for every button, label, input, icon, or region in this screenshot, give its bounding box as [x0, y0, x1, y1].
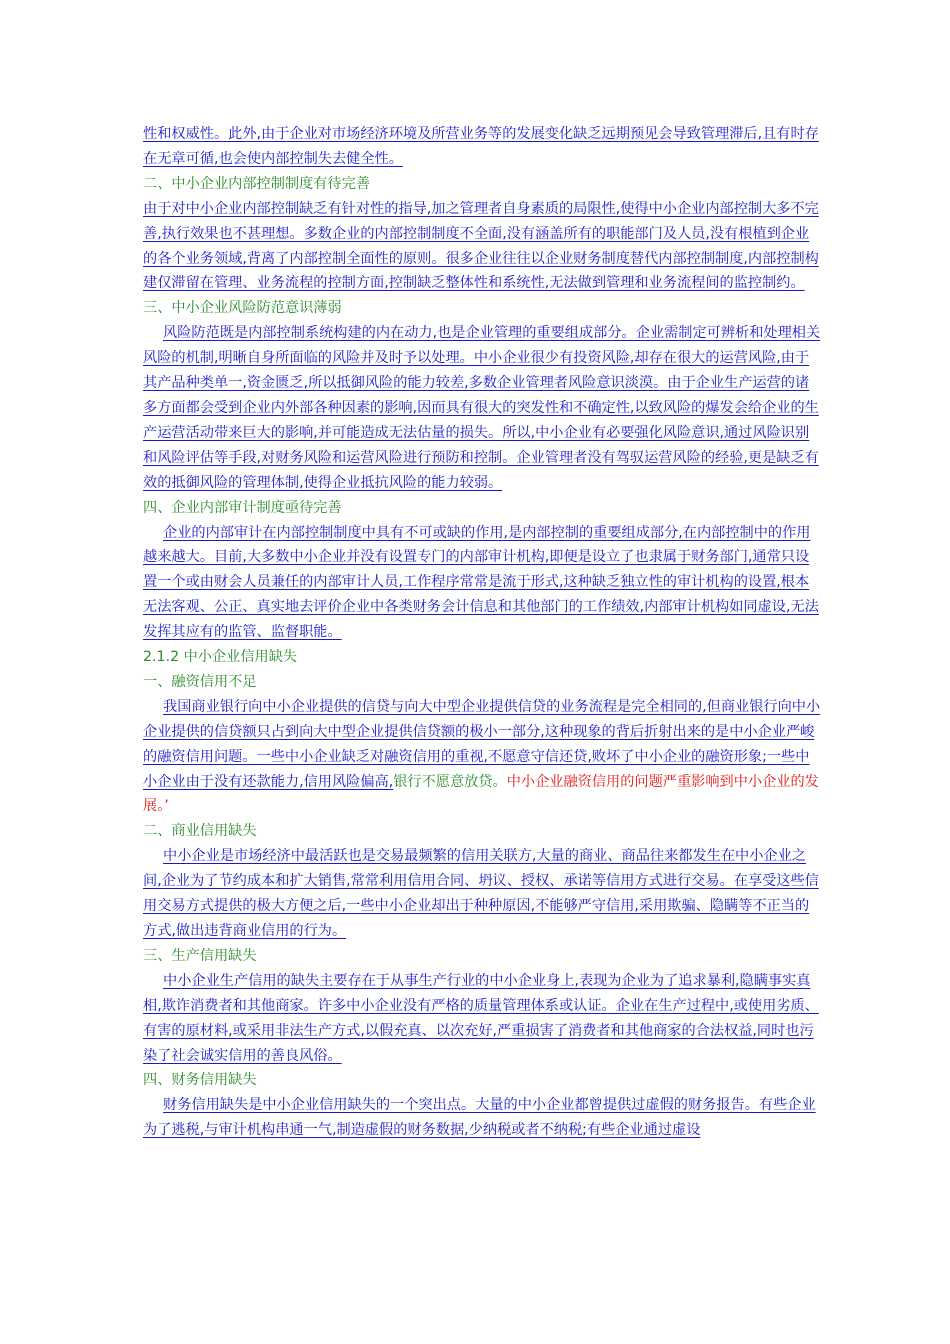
paragraph-financial-credit — [143, 1093, 823, 1143]
paragraph-text: 财务信用缺失是中小企业信用缺失的一个突出点。大量的中小企业都曾提供过虚假的财务报告。有些企业为了逃税,与审计机构串通一气,制造虚假的财务数据,少纳税或者不纳税;有些企业通过虚设 — [143, 1097, 816, 1139]
paragraph-production-credit — [143, 969, 823, 1069]
paragraph-text: 企业的内部审计在内部控制制度中具有不可或缺的作用,是内部控制的重要组成部分,在内部控制中的作用越来越大。目前,大多数中小企业并没有设置专门的内部审计机构,即便是设立了也隶属于财务部门,通常只设置一个或由财会人员兼任的内部审计人员,工作程序常常是流于形式,这种缺乏独立性的审计机构的设置,根本无法客观、公正、真实地去评价企业中各类财务会计信息和其他部门的工作绩效,内部审计机构如同虚设,无法发挥其应有的监管、监督职能。 — [143, 524, 819, 641]
paragraph-text: 性和权威性。此外,由于企业对市场经济环境及所营业务等的发展变化缺乏远期预见会导致管理滞后,且有时存在无章可循,也会使内部控制失去健全性。 — [143, 126, 819, 167]
paragraph-commercial-credit — [143, 844, 823, 944]
paragraph-control-authority — [143, 122, 823, 172]
paragraph-internal-audit — [143, 521, 823, 646]
paragraph-internal-control-system — [143, 197, 823, 297]
document-page — [143, 122, 823, 1143]
paragraph-text: 风险防范既是内部控制系统构建的内在动力,也是企业管理的重要组成部分。企业需制定可辨析和处理相关风险的机制,明晰自身所面临的风险并及时予以处理。中小企业很少有投资风险,却存在很大的运营风险,由于其产品种类单一,资金匮乏,所以抵御风险的能力较差,多数企业管理者风险意识淡漠。由于企业生产运营的诸多方面都会受到企业内外部各种因素的影响,因而具有很大的突发性和不确定性,以致风险的爆发会给企业的生产运营活动带来巨大的影响,并可能造成无法估量的损失。所以,中小企业有必要强化风险意识,通过风险识别和风险评估等手段,对财务风险和运营风险进行预防和控制。企业管理者没有驾驭运营风险的经验,更是缺乏有效的抵御风险的管理体制,使得企业抵抗风险的能力较弱。 — [143, 325, 821, 491]
heading-internal-audit: 四、企业内部审计制度亟待完善 — [143, 499, 342, 516]
heading-commercial-credit: 二、商业信用缺失 — [143, 823, 257, 840]
paragraph-text: 中小企业是市场经济中最活跃也是交易最频繁的信用关联方,大量的商业、商品往来都发生在中小企业之间,企业为了节约成本和扩大销售,常常利用信用合同、坍议、授权、承诺等信用方式进行交易。在享受这些信用交易方式提供的极大方便之后,一些中小企业却出于种种原因,不能够严守信用,采用欺骗、隐瞒等不正当的方式,做出违背商业信用的行为。 — [143, 848, 819, 939]
heading-financing-credit: 一、融资信用不足 — [143, 673, 257, 690]
paragraph-financing-credit — [143, 695, 823, 820]
paragraph-risk-awareness — [143, 321, 823, 495]
heading-risk-awareness: 三、中小企业风险防范意识薄弱 — [143, 300, 342, 317]
heading-financial-credit: 四、财务信用缺失 — [143, 1072, 257, 1089]
section-title-credit-deficiency: 2.1.2 中小企业信用缺失 — [143, 649, 298, 666]
paragraph-text: 由于对中小企业内部控制缺乏有针对性的指导,加之管理者自身素质的局限性,使得中小企业内部控制大多不完善,执行效果也不甚理想。多数企业的内部控制制度不全面,没有涵盖所有的职能部门及人员,没有根植到企业的各个业务领域,背离了内部控制全面性的原则。很多企业往往以企业财务制度替代内部控制制度,内部控制构建仅滞留在管理、业务流程的控制方面,控制缺乏整体性和系统性,无法做到管理和业务流程间的监控制约。 — [143, 200, 819, 292]
heading-production-credit: 三、生产信用缺失 — [143, 947, 257, 964]
highlighted-text-green: 银行不愿意放贷。 — [393, 773, 507, 790]
heading-internal-control-system: 二、中小企业内部控制制度有待完善 — [143, 175, 371, 192]
highlighted-text-red: 中小企业融资信用的问题严重影响到中小企业的发展。’ — [143, 773, 819, 815]
paragraph-text: 中小企业生产信用的缺失主要存在于从事生产行业的中小企业身上,表现为企业为了追求暴利,隐瞒事实真相,欺诈消费者和其他商家。许多中小企业没有严格的质量管理体系或认证。企业在生产过程中,或使用劣质、有害的原材料,或采用非法生产方式,以假充真、以次充好,严重损害了消费者和其他商家的合法权益,同时也污染了社会诚实信用的善良风俗。 — [143, 972, 819, 1064]
paragraph-text: 我国商业银行向中小企业提供的信贷与向大中型企业提供信贷的业务流程是完全相同的,但商业银行向中小企业提供的信贷额只占到向大中型企业提供信贷额的极小一部分,这种现象的背后折射出来的是中小企业严峻的融资信用问题。一些中小企业缺乏对融资信用的重视,不愿意守信还贷,败坏了中小企业的融资形象;一些中小企业由于没有还款能力,信用风险偏高, — [143, 698, 821, 790]
